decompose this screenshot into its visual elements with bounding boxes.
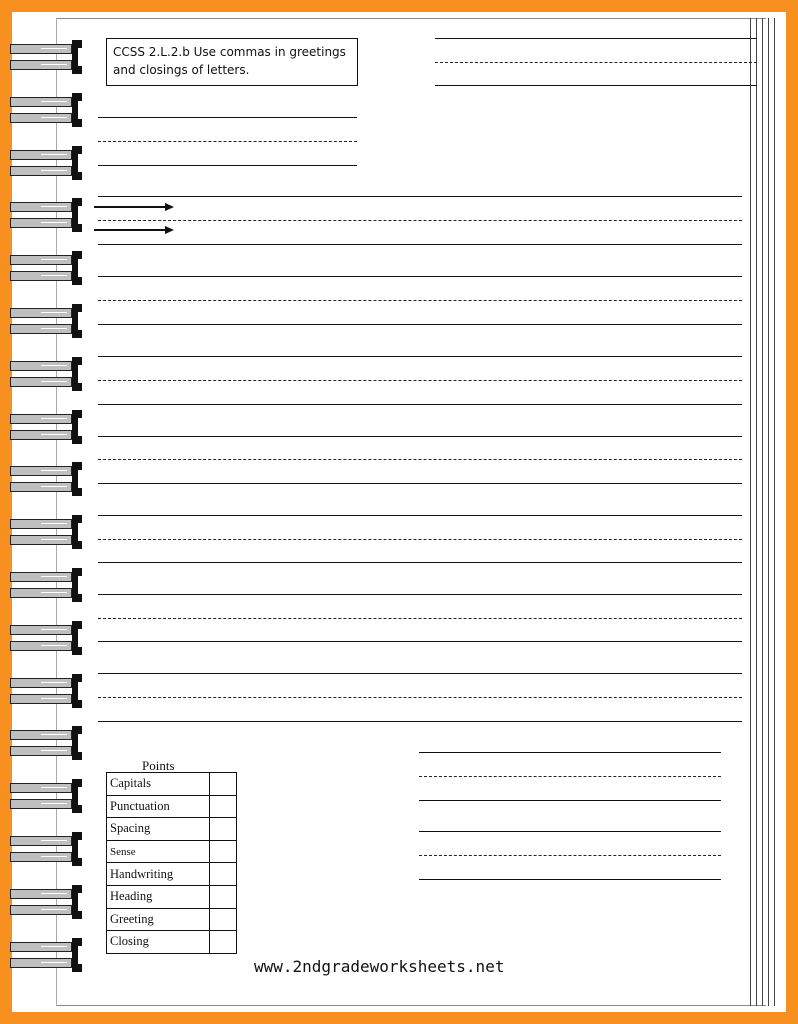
heading-line[interactable] [98,117,357,118]
body-writing-line[interactable] [98,594,742,595]
binding-ring-icon [10,885,84,919]
points-score-box[interactable] [210,773,237,796]
page-edge-line [750,18,751,1006]
body-writing-line[interactable] [98,641,742,642]
points-score-box[interactable] [210,818,237,841]
arrow-icon [94,226,174,234]
points-score-box[interactable] [210,885,237,908]
page-edge-line [768,18,769,1006]
points-row-label: Greeting [107,908,210,931]
binding-ring-icon [10,515,84,549]
standard-text-line-2: and closings of letters. [113,63,250,77]
binding-ring-icon [10,779,84,813]
binding-ring-icon [10,674,84,708]
body-writing-line[interactable] [98,300,742,301]
binding-ring-icon [10,357,84,391]
points-row-label: Handwriting [107,863,210,886]
body-writing-line[interactable] [98,404,742,405]
signature-line[interactable] [419,879,721,880]
points-row [107,840,237,863]
body-writing-line[interactable] [98,673,742,674]
binding-ring-icon [10,304,84,338]
binding-ring-icon [10,832,84,866]
body-writing-line[interactable] [98,196,742,197]
page-edge-line [756,18,757,1006]
body-writing-line[interactable] [98,436,742,437]
body-writing-line[interactable] [98,562,742,563]
points-score-box[interactable] [210,840,237,863]
binding-ring-icon [10,938,84,972]
binding-ring-icon [10,568,84,602]
body-writing-line[interactable] [98,483,742,484]
body-writing-line[interactable] [98,515,742,516]
page-edge-line [774,18,775,1006]
points-row-label: Closing [107,931,210,954]
points-row [107,908,237,931]
heading-line[interactable] [98,141,357,142]
points-row-label: Sense [107,840,210,863]
body-writing-line[interactable] [98,244,742,245]
body-writing-line[interactable] [98,459,742,460]
points-row [107,863,237,886]
points-row [107,773,237,796]
points-row-label: Spacing [107,818,210,841]
binding-ring-icon [10,251,84,285]
points-score-box[interactable] [210,795,237,818]
body-writing-line[interactable] [98,618,742,619]
points-title: Points [142,758,175,773]
points-score-box[interactable] [210,863,237,886]
binding-ring-icon [10,462,84,496]
points-row [107,931,237,954]
page-top-edge [56,18,766,19]
binding-ring-icon [10,93,84,127]
points-score-box[interactable] [210,931,237,954]
binding-ring-icon [10,726,84,760]
points-row [107,795,237,818]
date-line[interactable] [435,85,757,86]
page-edge-line [762,18,763,1006]
points-score-box[interactable] [210,908,237,931]
points-row [107,818,237,841]
arrow-icon [94,203,174,211]
standard-box [106,38,358,86]
points-row-label: Punctuation [107,795,210,818]
closing-line[interactable] [419,776,721,777]
date-line[interactable] [435,38,757,39]
body-writing-line[interactable] [98,539,742,540]
body-writing-line[interactable] [98,697,742,698]
footer-url: www.2ndgradeworksheets.net [254,957,505,976]
closing-line[interactable] [419,752,721,753]
body-writing-line[interactable] [98,380,742,381]
points-row-label: Capitals [107,773,210,796]
binding-ring-icon [10,621,84,655]
body-writing-line[interactable] [98,276,742,277]
binding-ring-icon [10,410,84,444]
date-line[interactable] [435,62,757,63]
standard-text-line-1: CCSS 2.L.2.b Use commas in greetings [113,45,346,59]
body-writing-line[interactable] [98,721,742,722]
points-row [107,885,237,908]
heading-line[interactable] [98,165,357,166]
closing-line[interactable] [419,800,721,801]
points-row-label: Heading [107,885,210,908]
signature-line[interactable] [419,855,721,856]
page-bottom-edge [56,1005,766,1006]
binding-ring-icon [10,146,84,180]
body-writing-line[interactable] [98,324,742,325]
binding-ring-icon [10,198,84,232]
body-writing-line[interactable] [98,220,742,221]
binding-ring-icon [10,40,84,74]
body-writing-line[interactable] [98,356,742,357]
signature-line[interactable] [419,831,721,832]
points-table [106,772,237,954]
